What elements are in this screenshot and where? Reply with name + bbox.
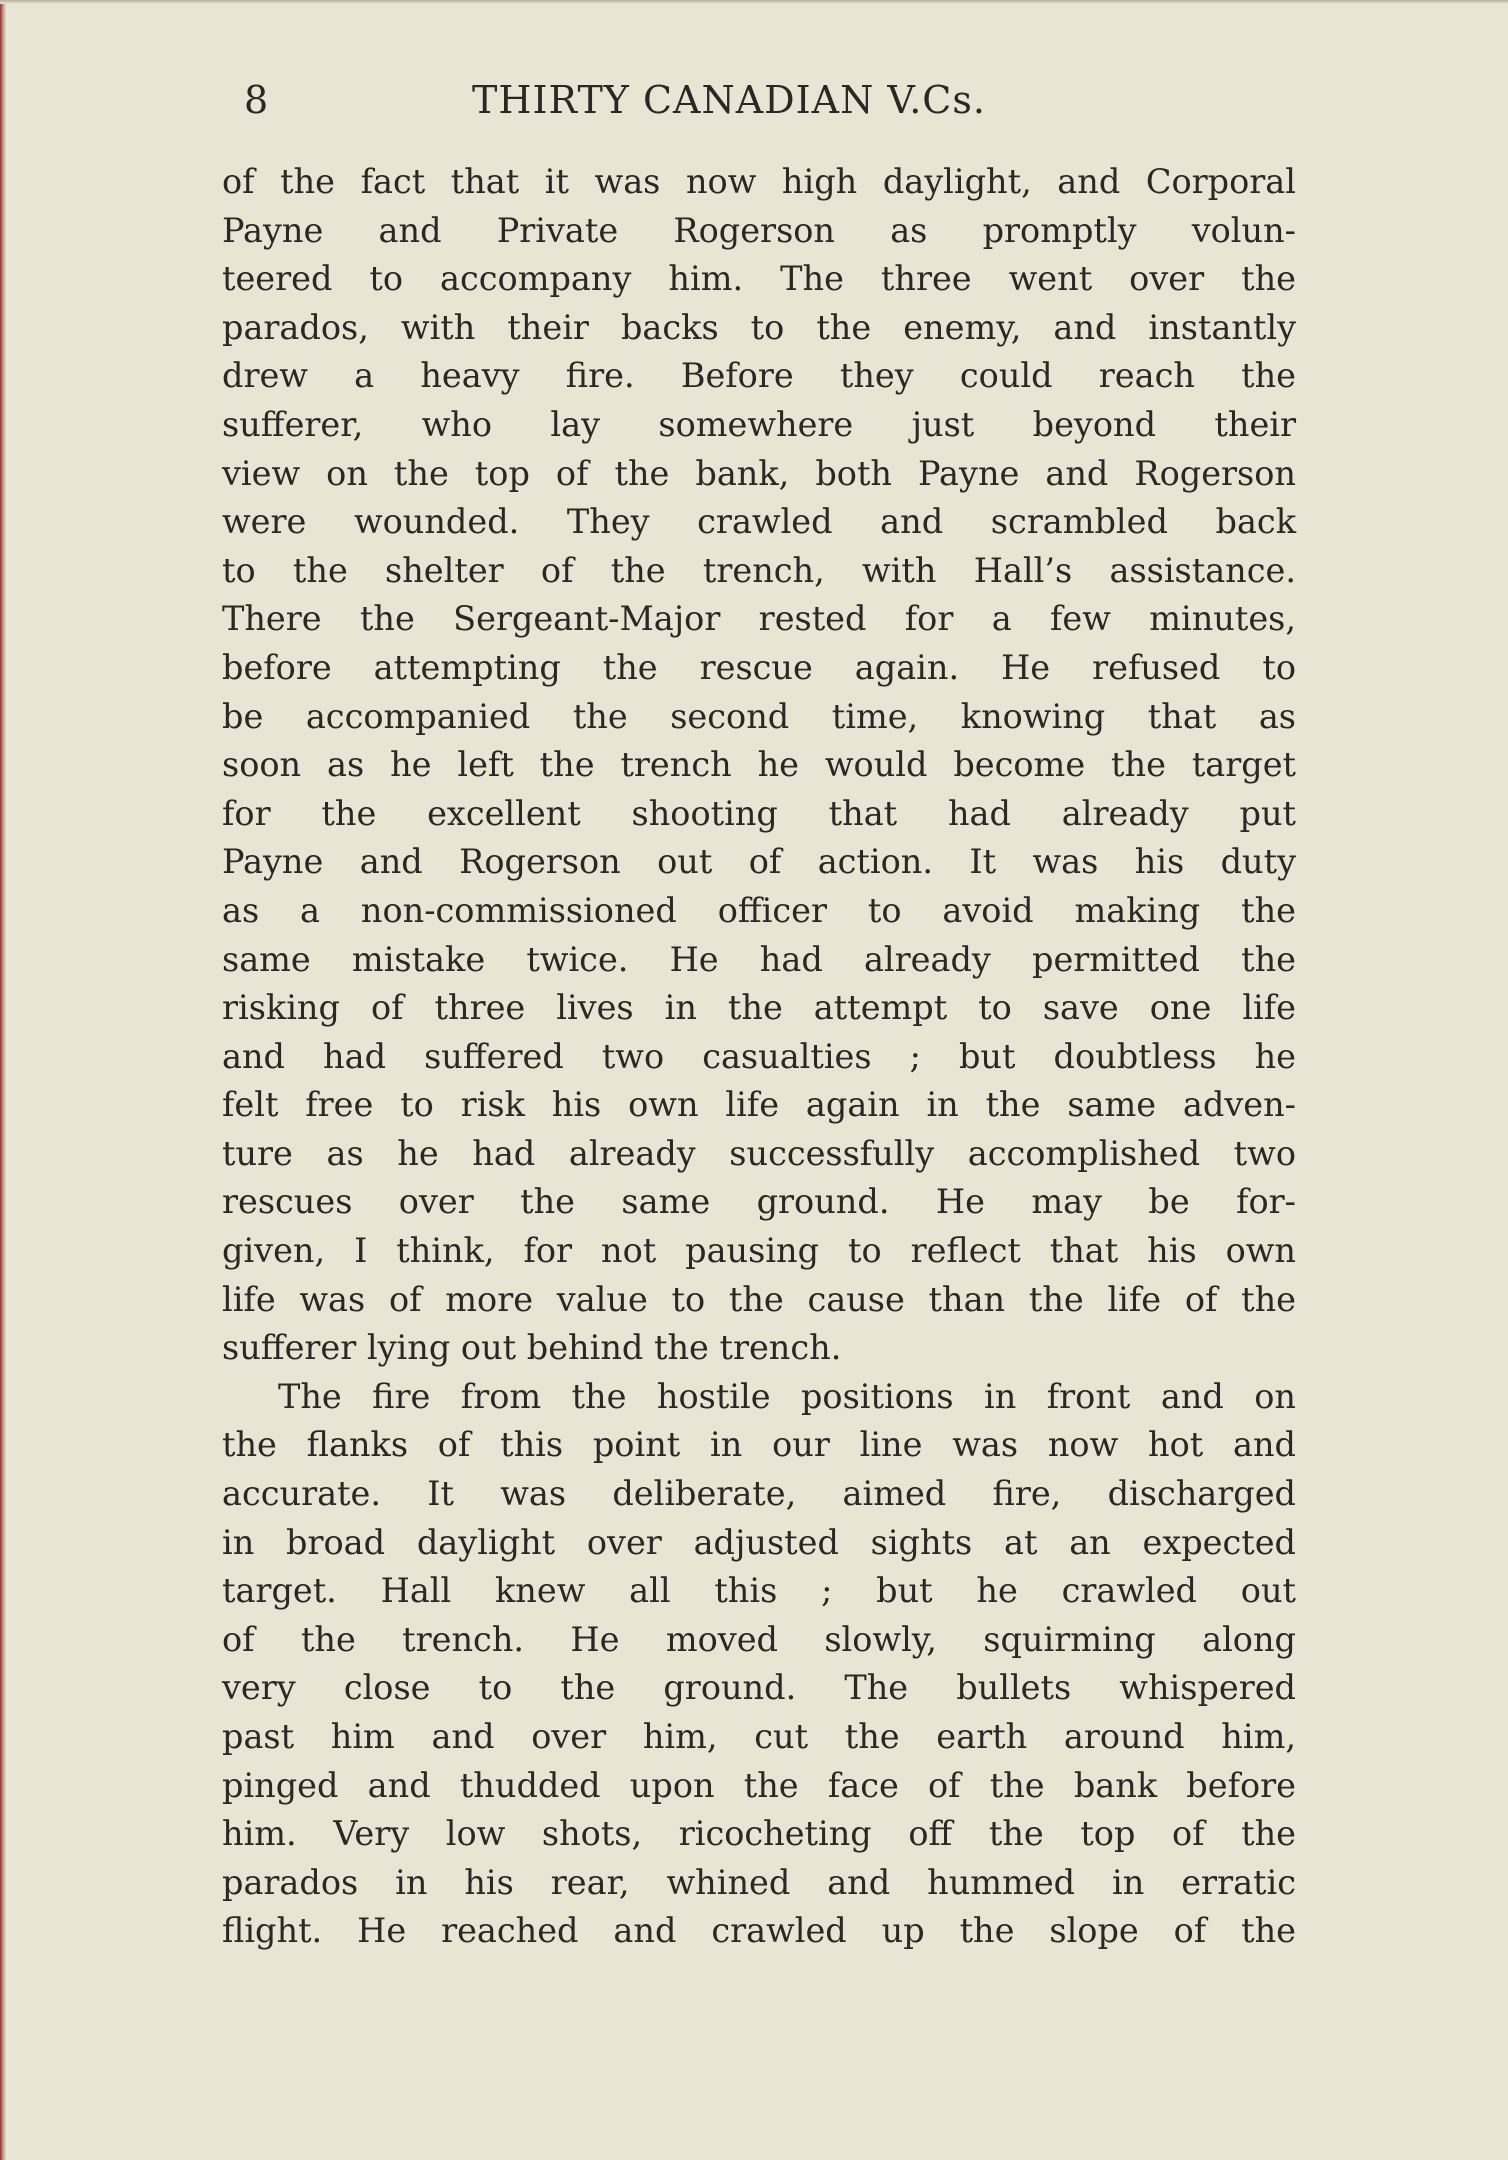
binding-edge [0,0,6,2160]
text-line: be accompanied the second time, knowing that as [222,696,1296,736]
text-line: of the trench. He moved slowly, squirming along [222,1619,1296,1659]
text-line: before attempting the rescue again. He refused to [222,647,1296,687]
text-line: There the Sergeant-Major rested for a few minutes, [222,599,1296,639]
text-line: pinged and thudded upon the face of the bank before [222,1765,1296,1805]
text-line: accurate. It was deliberate, aimed fire, discharged [222,1474,1296,1514]
text-line: were wounded. They crawled and scrambled back [222,502,1296,542]
text-line: same mistake twice. He had already permitted the [222,939,1296,979]
text-line: for the excellent shooting that had already put [222,793,1296,833]
text-line: teered to accompany him. The three went over the [222,259,1296,299]
text-line: the flanks of this point in our line was now hot and [222,1425,1296,1465]
text-line: him. Very low shots, ricocheting off the top of the [222,1814,1296,1854]
text-line: past him and over him, cut the earth around him, [222,1717,1296,1756]
text-line: risking of three lives in the attempt to save one life [222,988,1296,1028]
page-top-edge [0,0,1508,4]
text-line: target. Hall knew all this ; but he crawled out [222,1571,1296,1611]
text-line: ture as he had already successfully accomplished two [222,1133,1296,1173]
text-line: in broad daylight over adjusted sights at an expected [222,1522,1296,1562]
text-line: as a non-commissioned officer to avoid making the [222,890,1296,930]
text-line: soon as he left the trench he would become the target [222,745,1296,785]
text-line: Payne and Private Rogerson as promptly volun- [222,210,1296,250]
text-line: drew a heavy fire. Before they could reach the [222,356,1296,396]
text-line: given, I think, for not pausing to reflect that his own [222,1231,1296,1271]
text-line: view on the top of the bank, both Payne and Rogerson [222,453,1296,493]
running-title: THIRTY CANADIAN V.Cs. [472,78,986,122]
text-line: felt free to risk his own life again in the same adven- [222,1085,1296,1125]
text-line: rescues over the same ground. He may be for- [222,1182,1296,1222]
text-line: parados, with their backs to the enemy, and instantly [222,307,1296,347]
text-line: Payne and Rogerson out of action. It was his duty [222,842,1296,882]
body-text [222,158,1296,1956]
page-number: 8 [244,78,270,122]
text-line: very close to the ground. The bullets whispered [222,1668,1296,1708]
running-head [232,78,1072,134]
paragraph-end-line: sufferer lying out behind the trench. [222,1328,842,1368]
text-line: flight. He reached and crawled up the slope of the [222,1911,1296,1951]
text-line: and had suffered two casualties ; but doubtless he [222,1036,1296,1076]
text-line: life was of more value to the cause than the life of the [222,1279,1296,1319]
text-line: of the fact that it was now high daylight, and Corporal [222,162,1296,201]
text-line: parados in his rear, whined and hummed in erratic [222,1862,1296,1902]
paragraph-start-line: The fire from the hostile positions in front and on [278,1376,1296,1416]
text-line: sufferer, who lay somewhere just beyond their [222,404,1296,444]
text-line: to the shelter of the trench, with Hall’s assistance. [222,550,1296,590]
